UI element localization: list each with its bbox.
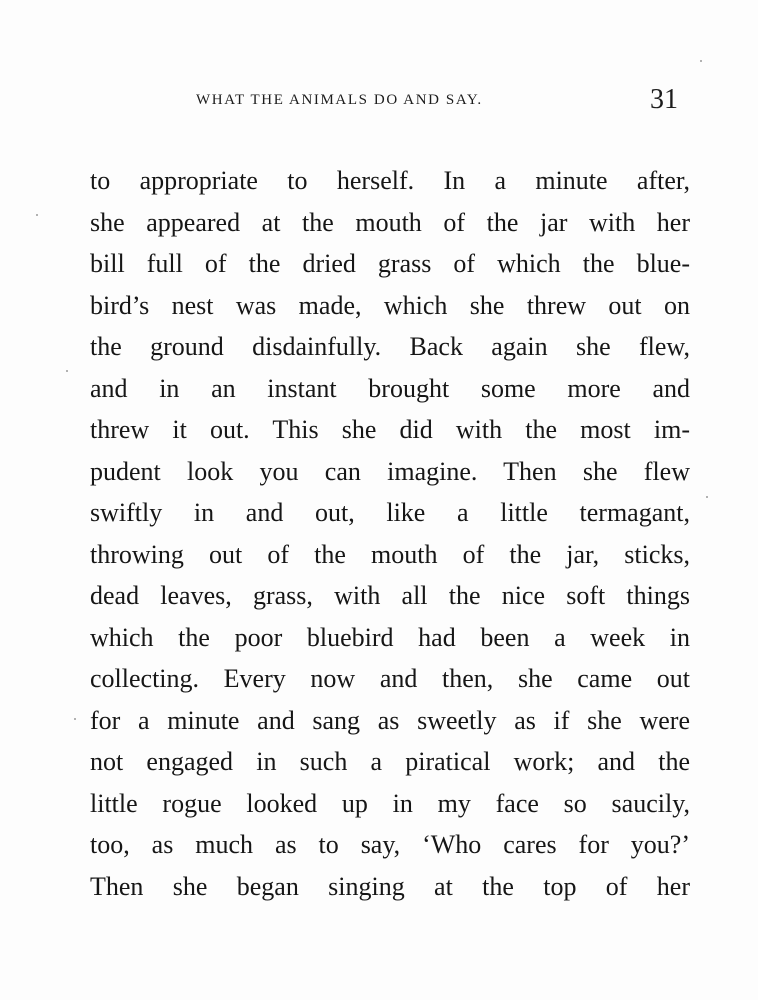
text-line: for a minute and sang as sweetly as if she were — [90, 705, 690, 735]
running-header-title: WHAT THE ANIMALS DO AND SAY. — [196, 92, 483, 108]
text-line: dead leaves, grass, with all the nice soft things — [90, 581, 690, 610]
text-line: too, as much as to say, ‘Who cares for you?’ — [90, 830, 690, 859]
text-line: collecting. Every now and then, she came out — [90, 664, 690, 693]
text-line: swiftly in and out, like a little termagant, — [90, 498, 690, 527]
text-line: and in an instant brought some more and — [90, 373, 690, 403]
text-line: threw it out. This she did with the most im- — [90, 415, 690, 444]
body-text — [90, 160, 690, 907]
text-line: bill full of the dried grass of which the blue- — [90, 249, 690, 278]
text-line: throwing out of the mouth of the jar, sticks, — [90, 539, 690, 569]
paper-speck — [700, 60, 702, 62]
paper-speck — [66, 370, 68, 372]
text-line: she appeared at the mouth of the jar with her — [90, 207, 690, 237]
paper-speck — [74, 718, 76, 720]
text-line: pudent look you can imagine. Then she flew — [90, 456, 690, 486]
page-number: 31 — [650, 84, 678, 115]
text-line: to appropriate to herself. In a minute after, — [90, 166, 690, 195]
text-line: Then she began singing at the top of her — [90, 871, 690, 901]
text-line: the ground disdainfully. Back again she flew, — [90, 332, 690, 361]
text-line: bird’s nest was made, which she threw out on — [90, 290, 690, 320]
text-line: which the poor bluebird had been a week in — [90, 622, 690, 652]
paper-speck — [36, 214, 38, 216]
text-line: little rogue looked up in my face so saucily, — [90, 788, 690, 818]
text-line: not engaged in such a piratical work; and the — [90, 747, 690, 776]
paper-speck — [706, 496, 708, 498]
